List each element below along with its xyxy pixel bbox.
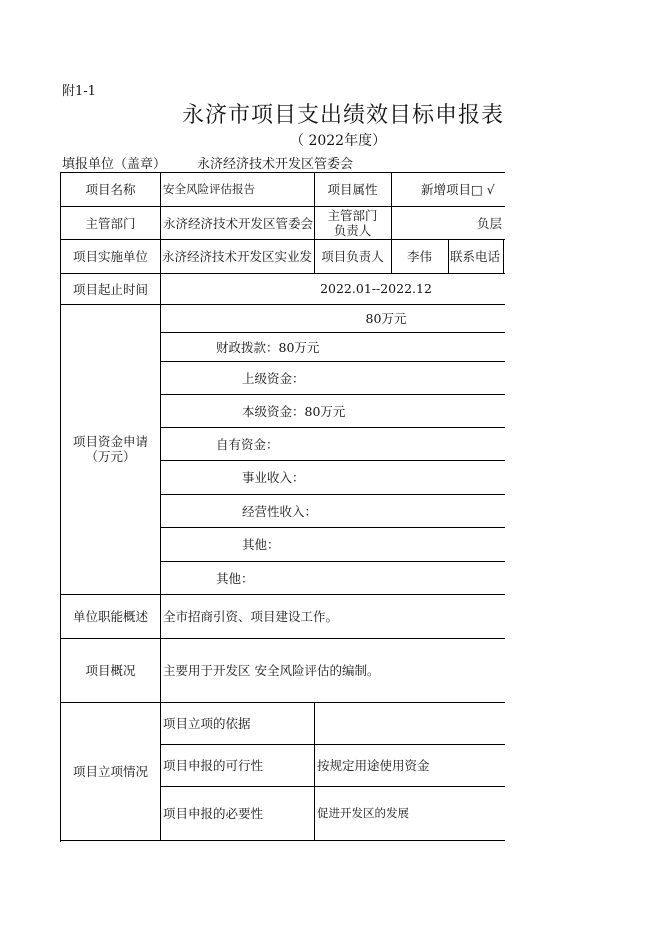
dept-head-label-line2: 负责人 [333,222,372,238]
project-attribute-value: 新增项目□ √ [421,182,495,197]
unit-function-value: 全市招商引资、项目建设工作。 [163,609,339,624]
funds-application-label [61,304,160,594]
performance-target-table [60,172,505,842]
project-overview-value: 主要用于开发区 安全风险评估的编制。 [163,663,380,678]
dept-head-label [314,206,391,239]
setup-basis-value [317,702,503,744]
attachment-number: 附1-1 [62,84,96,99]
table-line [314,702,315,840]
funds-own: 自有资金： [216,436,279,452]
supervising-dept-value: 永济经济技术开发区管委会 [163,215,314,231]
funds-application-label-line2: （万元） [85,449,136,464]
project-head-value: 李伟 [406,249,432,264]
funds-local: 本级资金：80万元 [242,403,346,419]
implementing-unit-value: 永济经济技术开发区实业发 [162,249,313,264]
funds-application-label-line1: 项目资金申请 [72,434,148,449]
funds-business-income: 事业收入： [242,470,305,485]
necessity-value: 促进开发区的发展 [317,806,409,820]
necessity-label: 项目申报的必要性 [163,806,264,821]
form-year: （ 2022年度） [290,133,387,149]
project-setup-label: 项目立项情况 [72,764,148,779]
funds-other-1: 其他： [242,537,280,552]
funds-superior: 上级资金： [242,370,305,386]
reporting-unit-value: 永济经济技术开发区管委会 [197,157,354,172]
funds-other-2: 其他： [216,570,254,586]
project-name-value: 安全风险评估报告 [163,182,255,196]
implementing-unit-label: 项目实施单位 [72,249,148,264]
project-period-value: 2022.01--2022.12 [320,281,432,296]
unit-function-label: 单位职能概述 [72,609,148,624]
setup-basis-label: 项目立项的依据 [163,716,251,731]
feasibility-value: 按规定用途使用资金 [317,758,430,773]
project-name-label: 项目名称 [85,182,136,197]
table-line [391,172,392,239]
reporting-unit-label: 填报单位（盖章） [62,157,167,172]
project-head-label: 项目负责人 [321,249,384,264]
table-line [448,239,449,273]
table-line [61,840,505,841]
form-title: 永济市项目支出绩效目标申报表 [182,103,505,128]
feasibility-label: 项目申报的可行性 [163,758,264,773]
project-attribute-label: 项目属性 [327,182,378,197]
table-line [160,172,161,840]
supervising-dept-label: 主管部门 [85,215,136,231]
funds-total: 80万元 [365,311,407,326]
phone-label: 联系电话 [450,249,501,264]
project-overview-label: 项目概况 [85,663,136,678]
funds-fiscal: 财政拨款：80万元 [216,339,320,355]
dept-head-label-line1: 主管部门 [327,207,378,223]
responsible-label: 负层 [477,215,503,231]
funds-operating-income: 经营性收入： [242,503,318,519]
project-period-label: 项目起止时间 [72,281,148,297]
